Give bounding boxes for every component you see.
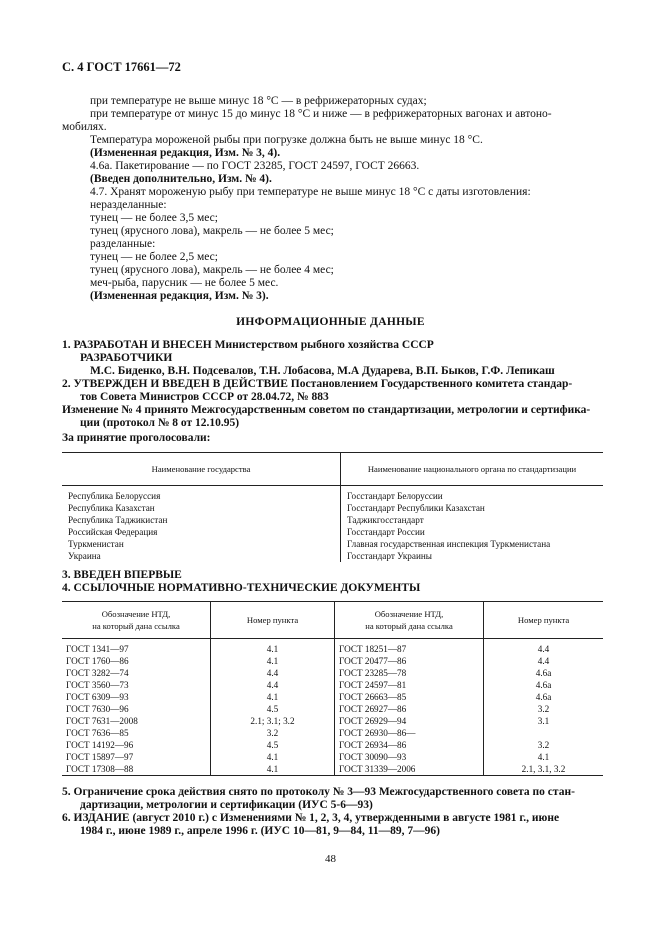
table-cell: ГОСТ 7630—96 [66, 704, 129, 714]
table-header-clause: Номер пункта [211, 602, 335, 639]
info-item-2: 2. УТВЕРЖДЕН И ВВЕДЕН В ДЕЙСТВИЕ Постановлением Государственного комитета стандар- [62, 378, 573, 390]
table-cell: 2.1, 3.1, 3.2 [484, 763, 604, 776]
amendment-note: (Измененная редакция, Изм. № 3, 4). [90, 147, 281, 159]
table-cell: Российская Федерация [68, 527, 158, 537]
text-line: меч-рыба, парусник — не более 5 мес. [90, 277, 279, 289]
text-line: тунец — не более 3,5 мес; [90, 212, 218, 224]
info-item-6: 6. ИЗДАНИЕ (август 2010 г.) с Изменениями № 1, 2, 3, 4, утвержденными в августе 1981 г., июне [62, 812, 560, 824]
table-cell: 4.1 [484, 751, 604, 763]
table-cell: 4.5 [211, 703, 335, 715]
table-cell: ГОСТ 7636—85 [66, 728, 129, 738]
table-cell: 4.6а [484, 667, 604, 679]
table-cell: ГОСТ 26934—86 [335, 739, 484, 751]
table-cell: 4.6а [484, 679, 604, 691]
table-row [62, 715, 603, 727]
table-row [62, 679, 603, 691]
table-cell: 4.1 [211, 763, 335, 776]
voted-label: За принятие проголосовали: [62, 432, 211, 444]
table-cell: ГОСТ 14192—96 [66, 740, 134, 750]
table-row [62, 751, 603, 763]
table-cell: ГОСТ 23285—78 [335, 667, 484, 679]
table-cell: 3.1 [484, 715, 604, 727]
info-item-5-cont: дартизации, метрологии и сертификации (ИУС 5-6—93) [80, 799, 373, 811]
info-item-5: 5. Ограничение срока действия снято по протоколу № 3—93 Межгосударственного совета по стан- [62, 786, 575, 798]
info-item-1: 1. РАЗРАБОТАН И ВНЕСЕН Министерством рыбного хозяйства СССР [62, 339, 434, 351]
table-header-clause: Номер пункта [484, 602, 604, 639]
table-cell: 4.1 [211, 751, 335, 763]
table-cell: ГОСТ 1760—86 [66, 656, 129, 666]
table-row [62, 763, 603, 776]
references-table [62, 601, 603, 776]
amendment-note: (Измененная редакция, Изм. № 3). [90, 290, 269, 302]
text-line: разделанные: [90, 238, 156, 250]
table-header-country: Наименование государства [62, 453, 341, 486]
table-cell: Республика Белоруссия [68, 491, 161, 501]
table-cell: 3.2 [211, 727, 335, 739]
table-cell: ГОСТ 17308—88 [62, 763, 211, 776]
text-line: тунец (ярусного лова), макрель — не более 5 мес; [90, 225, 334, 237]
table-cell: 4.4 [484, 639, 604, 656]
section-title: ИНФОРМАЦИОННЫЕ ДАННЫЕ [236, 316, 425, 328]
change-note: Изменение № 4 принято Межгосударственным советом по стандартизации, метрологии и сертифика- [62, 404, 591, 416]
text-line: 4.6а. Пакетирование — по ГОСТ 23285, ГОСТ 24597, ГОСТ 26663. [90, 160, 420, 172]
text-line: при температуре от минус 15 до минус 18 °С и ниже — в рефрижераторных вагонах и автоно- [90, 108, 552, 120]
table-cell: ГОСТ 26663—85 [335, 691, 484, 703]
text-line: 4.7. Хранят мороженую рыбу при температуре не выше минус 18 °С с даты изготовления: [90, 186, 531, 198]
info-item-6-cont: 1984 г., июне 1989 г., апреле 1996 г. (ИУС 10—81, 9—84, 11—89, 7—96) [80, 825, 440, 837]
table-cell: ГОСТ 24597—81 [335, 679, 484, 691]
countries-table [62, 452, 603, 562]
table-header-ntd: Обозначение НТД, на который дана ссылка [62, 602, 211, 639]
text-line: тунец — не более 2,5 мес; [90, 251, 218, 263]
table-cell: Украина [68, 551, 101, 561]
text-line: Температура мороженой рыбы при погрузке должна быть не выше минус 18 °С. [90, 134, 483, 146]
table-cell: Госстандарт Украины [341, 550, 604, 562]
info-item-1-developers: РАЗРАБОТЧИКИ [80, 352, 173, 364]
info-item-4: 4. ССЫЛОЧНЫЕ НОРМАТИВНО-ТЕХНИЧЕСКИЕ ДОКУМЕНТЫ [62, 582, 421, 594]
table-cell: Республика Казахстан [68, 503, 155, 513]
table-row [62, 655, 603, 667]
table-cell: ГОСТ 26927—86 [335, 703, 484, 715]
text-line: при температуре не выше минус 18 °С — в рефрижераторных судах; [90, 95, 427, 107]
table-cell: Госстандарт России [341, 526, 604, 538]
table-row [62, 739, 603, 751]
table-row [62, 727, 603, 739]
table-cell: ГОСТ 26930—86— [335, 727, 484, 739]
table-cell: ГОСТ 31339—2006 [335, 763, 484, 776]
info-item-1-names: М.С. Биденко, В.Н. Подсевалов, Т.Н. Лобасова, М.А Дударева, В.П. Быков, Г.Ф. Лепикаш [90, 365, 555, 377]
page-header: С. 4 ГОСТ 17661—72 [62, 60, 181, 74]
table-cell [484, 727, 604, 739]
table-cell: ГОСТ 3282—74 [66, 668, 129, 678]
table-cell: Госстандарт Белоруссии [341, 486, 604, 503]
table-cell: ГОСТ 15897—97 [66, 752, 134, 762]
table-cell: 4.4 [211, 667, 335, 679]
table-cell: 4.1 [211, 639, 335, 656]
text-line: мобилях. [62, 121, 107, 133]
table-cell: 4.4 [484, 655, 604, 667]
table-cell: ГОСТ 7631—2008 [66, 716, 138, 726]
table-cell: 2.1; 3.1; 3.2 [211, 715, 335, 727]
table-cell: Туркменистан [68, 539, 124, 549]
table-cell: ГОСТ 6309—93 [66, 692, 129, 702]
table-header-ntd: Обозначение НТД, на который дана ссылка [335, 602, 484, 639]
table-header-agency: Наименование национального органа по стандартизации [341, 453, 604, 486]
info-item-3: 3. ВВЕДЕН ВПЕРВЫЕ [62, 569, 182, 581]
table-cell: 4.5 [211, 739, 335, 751]
table-cell: 4.1 [211, 691, 335, 703]
table-cell: Госстандарт Республики Казахстан [341, 502, 604, 514]
info-item-2-cont: тов Совета Министров СССР от 28.04.72, № 883 [80, 391, 329, 403]
table-row [62, 667, 603, 679]
table-cell: ГОСТ 18251—87 [335, 639, 484, 656]
table-cell: 3.2 [484, 739, 604, 751]
change-note-cont: ции (протокол № 8 от 12.10.95) [80, 417, 240, 429]
table-cell: 4.1 [211, 655, 335, 667]
table-row [62, 639, 603, 656]
table-cell: Таджикгосстандарт [341, 514, 604, 526]
table-cell: ГОСТ 26929—94 [335, 715, 484, 727]
table-cell: 4.4 [211, 679, 335, 691]
text-line: неразделанные: [90, 199, 167, 211]
table-cell: ГОСТ 3560—73 [66, 680, 129, 690]
table-cell: 3.2 [484, 703, 604, 715]
table-cell: Республика Таджикистан [68, 515, 168, 525]
table-row [62, 703, 603, 715]
text-line: тунец (ярусного лова), макрель — не более 4 мес; [90, 264, 334, 276]
table-row [62, 691, 603, 703]
table-cell: Главная государственная инспекция Туркменистана [341, 538, 604, 550]
table-cell: 4.6а [484, 691, 604, 703]
table-cell: ГОСТ 20477—86 [335, 655, 484, 667]
table-cell: ГОСТ 1341—97 [66, 644, 129, 654]
page-number: 48 [325, 853, 336, 865]
amendment-note: (Введен дополнительно, Изм. № 4). [90, 173, 272, 185]
table-cell: ГОСТ 30090—93 [335, 751, 484, 763]
